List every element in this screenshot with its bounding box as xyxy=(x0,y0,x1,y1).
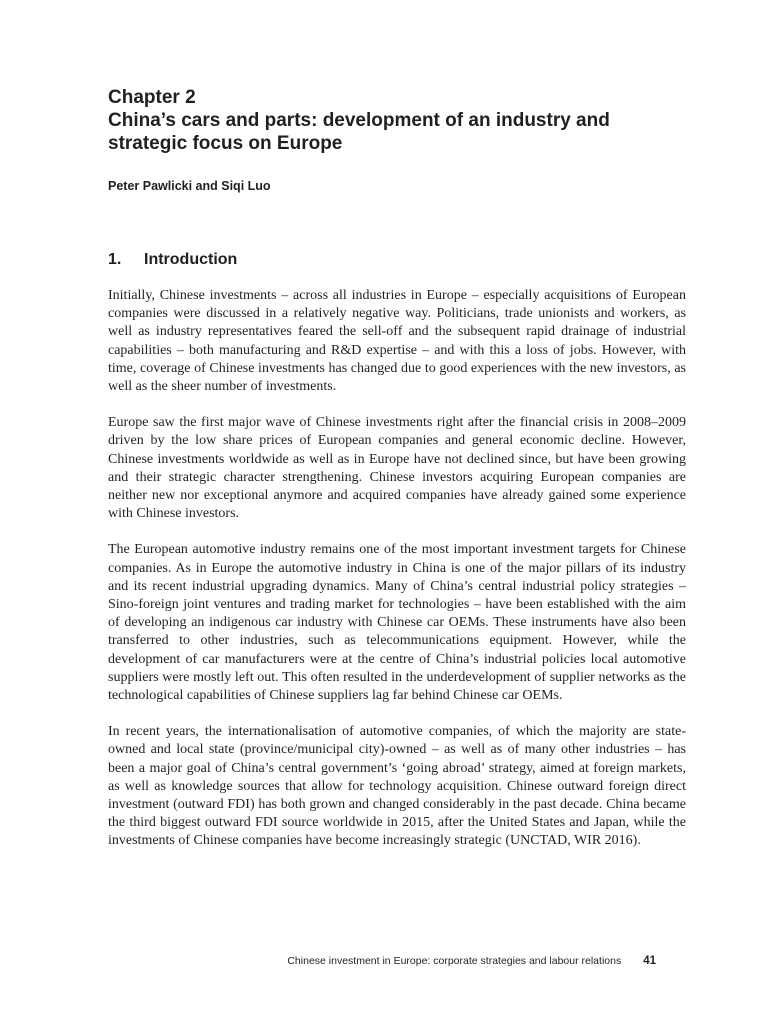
chapter-title-line-2: strategic focus on Europe xyxy=(108,133,343,154)
footer-page-number: 41 xyxy=(643,955,656,967)
chapter-authors: Peter Pawlicki and Siqi Luo xyxy=(108,179,271,193)
body-paragraph: In recent years, the internationalisation of automotive companies, of which the majority are state-owned and local state (province/municipal city)-owned – as well as of many other industries – has been a major goal of China’s central government’s ‘going abroad’ strategy, aimed at foreign markets, as well as knowledge sources that allow for technology acquisition. Chinese outward foreign direct investment (outward FDI) has both grown and changed considerably in the past decade. China became the third biggest outward FDI source worldwide in 2015, after the United States and Japan, while the investments of Chinese companies have become increasingly strategic (UNCTAD, WIR 2016). xyxy=(108,724,686,849)
chapter-title-line-1: China’s cars and parts: development of an industry and xyxy=(108,110,610,131)
section-number: 1. xyxy=(108,251,122,268)
section-heading xyxy=(108,251,686,269)
body-paragraph: Initially, Chinese investments – across all industries in Europe – especially acquisitions of European companies were discussed in a relatively negative way. Politicians, trade unionists and workers, as well as industry representatives feared the sell-off and the subsequent rapid drainage of industrial capabilities – both manufacturing and R&D expertise – and with this a loss of jobs. However, with time, coverage of Chinese investments has changed due to good experiences with the new investors, as well as the sheer number of investments. xyxy=(108,288,686,395)
chapter-label: Chapter 2 xyxy=(108,87,196,108)
section-title: Introduction xyxy=(144,251,238,268)
page-content xyxy=(108,86,686,869)
body-paragraph: Europe saw the first major wave of Chinese investments right after the financial crisis in 2008–2009 driven by the low share prices of European companies and general economic decline. However, Chinese investments worldwide as well as in Europe have not declined since, but have been growing and their strategic character strengthening. Chinese investors acquiring European companies are neither new nor exceptional anymore and acquired companies have already gained some experience with Chinese investors. xyxy=(108,415,686,522)
page-footer xyxy=(108,955,656,967)
body-paragraph: The European automotive industry remains one of the most important investment targets for Chinese companies. As in Europe the automotive industry in China is one of the major pillars of its industry and its recent industrial upgrading dynamics. Many of China’s central industrial policy strategies – Sino-foreign joint ventures and trading market for technologies – have been established with the aim of developing an indigenous car industry with Chinese car OEMs. These instruments have also been transferred to other industries, such as telecommunications equipment. However, while the development of car manufacturers were at the centre of China’s industrial policies local automotive suppliers were mostly left out. This often resulted in the underdevelopment of supplier networks as the technological capabilities of Chinese suppliers lag far behind Chinese car OEMs. xyxy=(108,542,686,704)
footer-book-title: Chinese investment in Europe: corporate strategies and labour relations xyxy=(287,955,622,967)
